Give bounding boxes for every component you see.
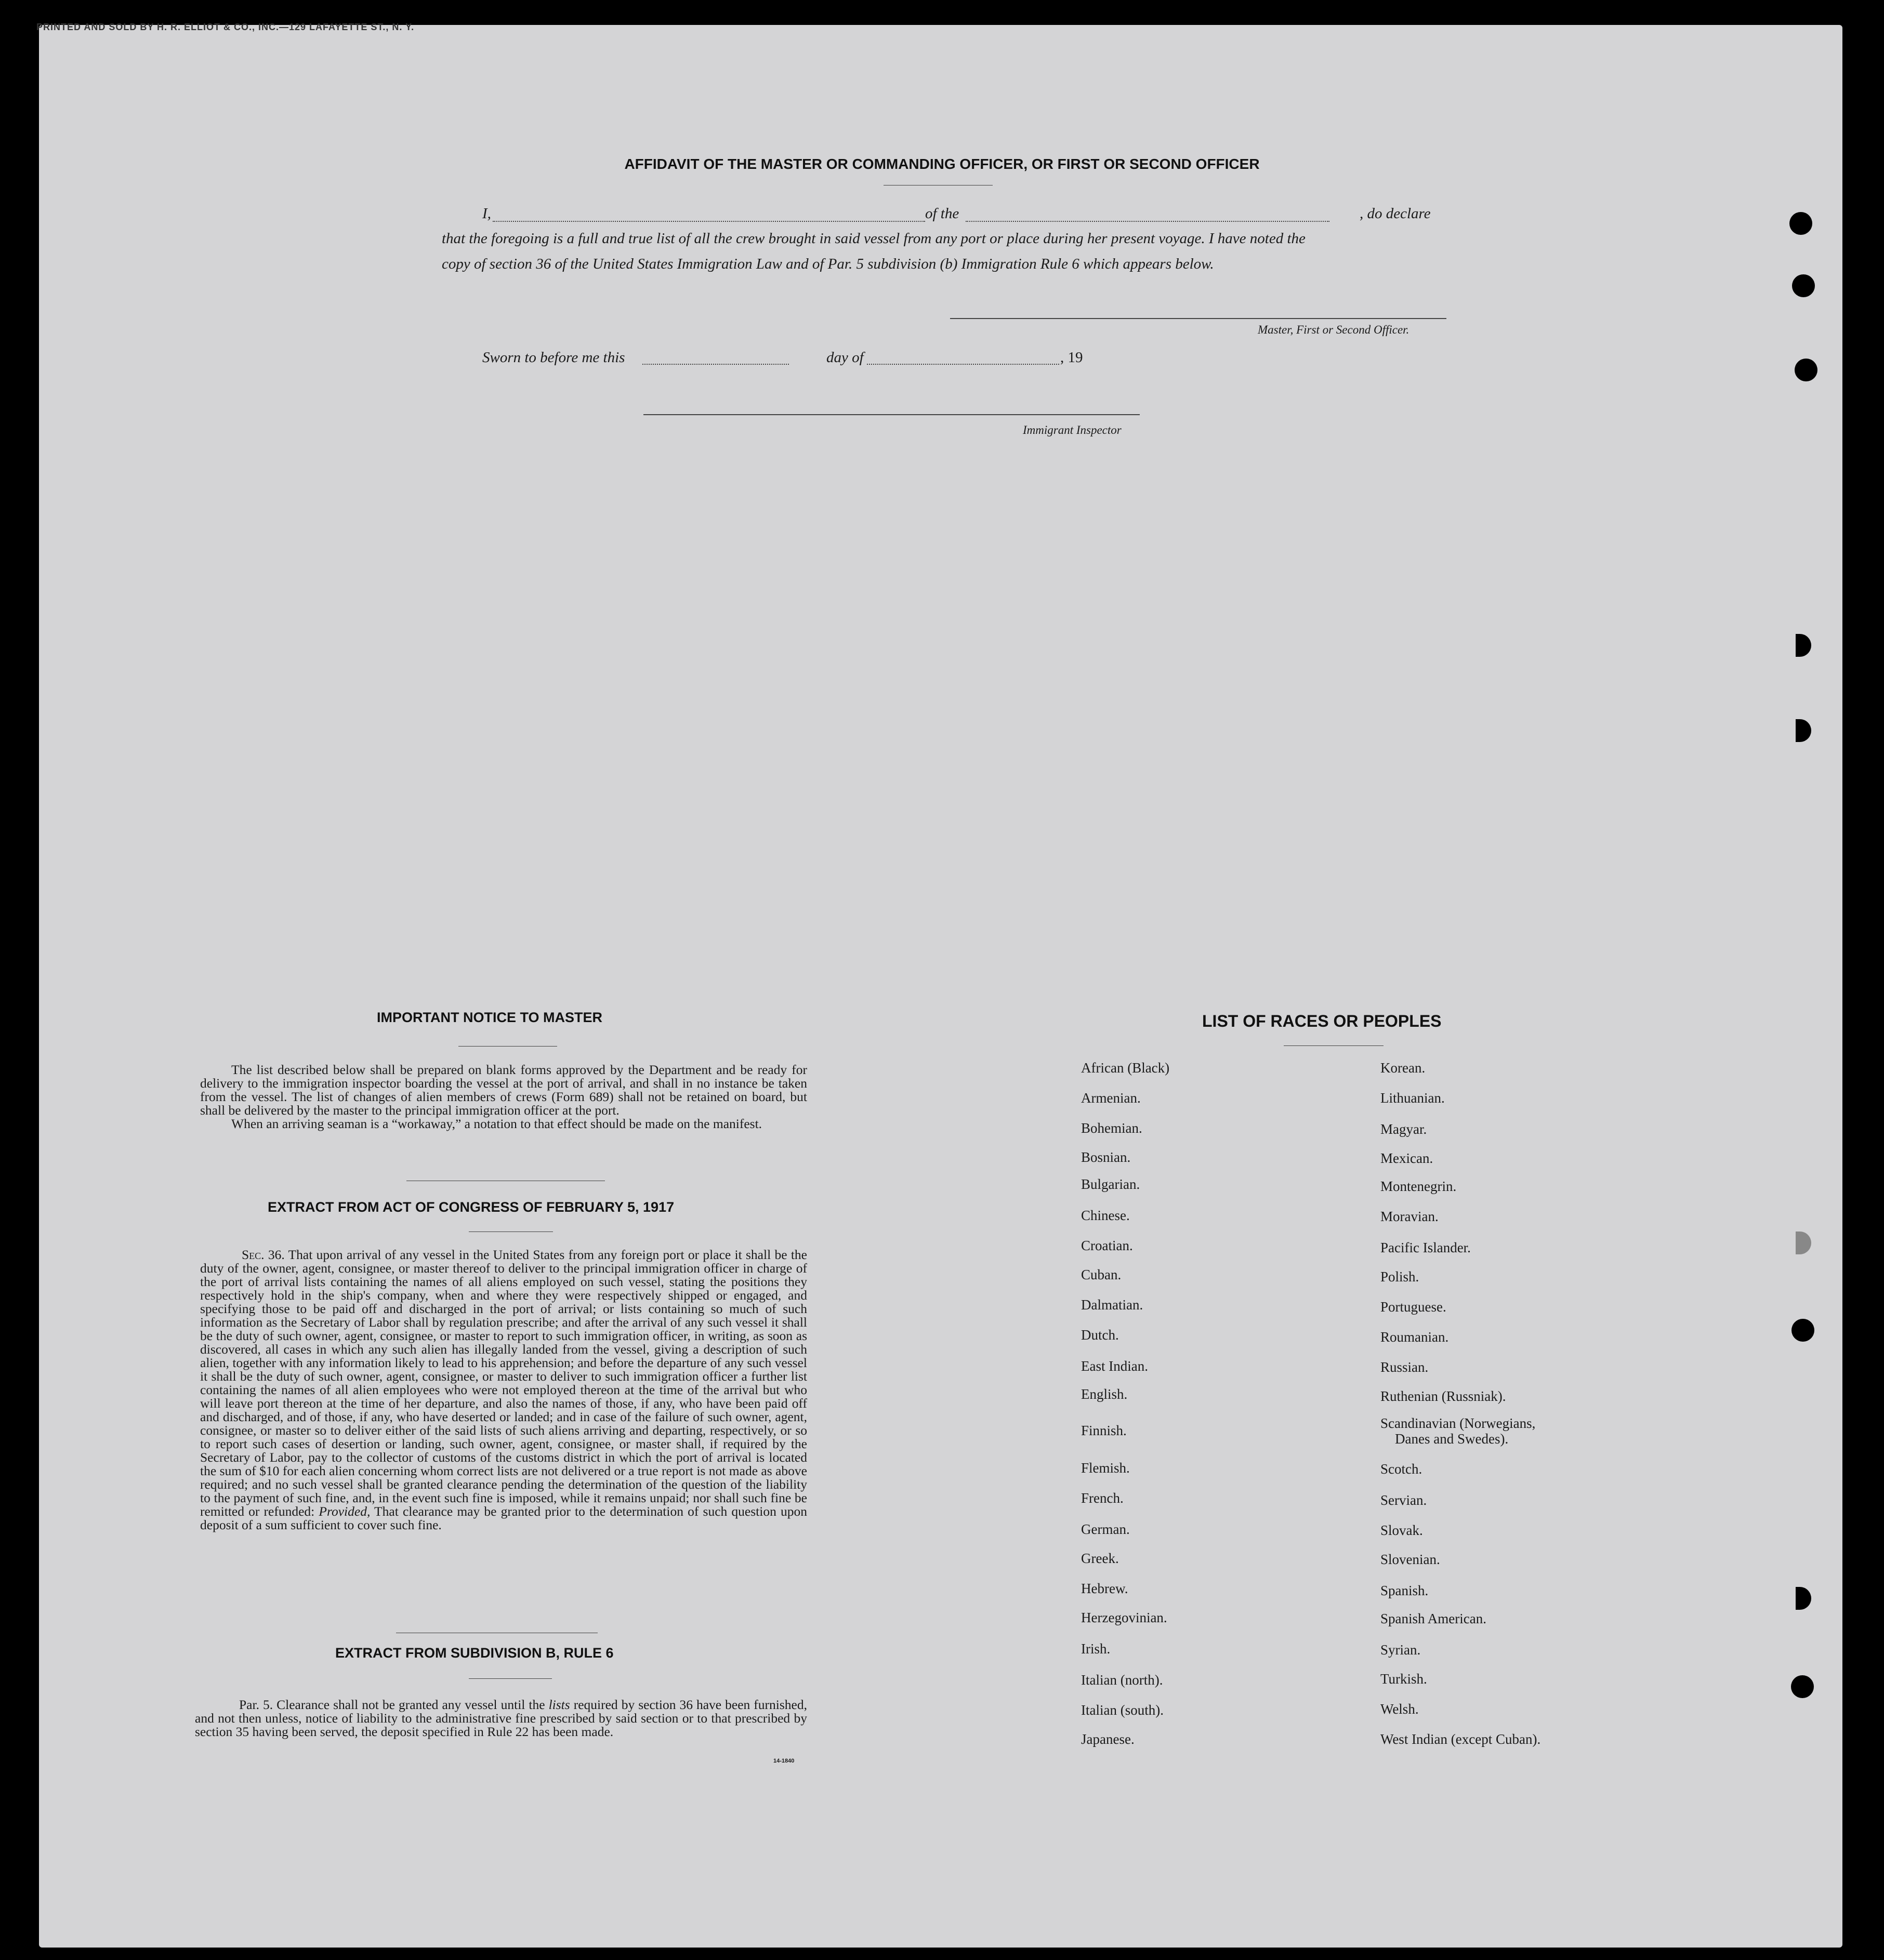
notice-title-rule (458, 1046, 557, 1047)
notice-paragraph-2: When an arriving seaman is a “workaway,” a notation to that effect should be made on the manifest. (231, 1116, 762, 1131)
race-item: Russian. (1380, 1359, 1429, 1375)
form-page (39, 25, 1842, 1948)
race-item: Hebrew. (1081, 1581, 1128, 1596)
inspector-signature-line[interactable] (643, 414, 1140, 415)
race-item: West Indian (except Cuban). (1380, 1731, 1541, 1747)
races-title-rule (1284, 1045, 1384, 1046)
sworn-label: Sworn to before me this (482, 349, 625, 366)
race-item: Greek. (1081, 1551, 1119, 1566)
extract-act-body (200, 1248, 807, 1532)
race-item: Servian. (1380, 1492, 1427, 1508)
extract-rule-title-rule (469, 1678, 552, 1679)
race-item: English. (1081, 1386, 1128, 1402)
sworn-day-field[interactable] (642, 364, 789, 365)
race-item: Polish. (1380, 1269, 1419, 1284)
inspector-caption: Immigrant Inspector (1023, 423, 1122, 436)
form-number: 14-1840 (773, 1758, 795, 1764)
affidavit-title: AFFIDAVIT OF THE MASTER OR COMMANDING OFFICER, OR FIRST OR SECOND OFFICER (624, 156, 1260, 172)
race-item: Syrian. (1380, 1642, 1421, 1658)
race-item: Bosnian. (1081, 1149, 1131, 1165)
notice-paragraph-1: The list described below shall be prepared on blank forms approved by the Department and be ready for delivery to the immigration inspector boarding the vessel at the port of arrival, and shall in no instance be taken from the vessel. The list of changes of alien members of crews (Form 689) shall not be retained on board, but shall be delivered by the master to the principal immigration officer at the port. (200, 1062, 807, 1118)
race-scandinavian-continued: Danes and Swedes). (1395, 1431, 1509, 1447)
master-signature-line[interactable] (950, 318, 1446, 319)
sec-label: Sec. 36. (242, 1247, 285, 1262)
race-item: Japanese. (1081, 1731, 1135, 1747)
affidavit-text-2: copy of section 36 of the United States Immigration Law and of Par. 5 subdivision (b) Immigration Rule 6 which appears below. (442, 256, 1214, 272)
printer-imprint: PRINTED AND SOLD BY H. R. ELLIOT & CO., INC.—129 LAFAYETTE ST., N. Y. (36, 22, 415, 32)
race-item: Slovak. (1380, 1522, 1423, 1538)
vessel-name-field[interactable] (966, 221, 1329, 222)
race-item: Flemish. (1081, 1460, 1130, 1476)
race-item: Scandinavian (Norwegians, (1380, 1415, 1536, 1431)
do-declare-label: , do declare (1360, 205, 1431, 222)
sec-36-text: That upon arrival of any vessel in the United States from any foreign port or place it shall be the duty of the owner, agent, consignee, or master thereof to deliver to the principal immigration officer in charge of the port of arrival lists containing the names of all aliens employed on such vessel, stating the positions they respectively hold in the ship's company, when and where they were respectively shipped or engaged, and specifying those to be paid off and discharged in the port of arrival; or lists containing so much of such information as the Secretary of Labor shall by regulation prescribe; and after the arrival of any such vessel it shall be the duty of such owner, agent, consignee, or master to report to such immigration officer, in writing, as soon as discovered, all cases in which any such alien has illegally landed from the vessel, giving a description of such alien, together with any information likely to lead to his apprehension; and before the departure of any such vessel it shall be the duty of such owner, agent, consignee, or master to deliver to such immigration officer a further list containing the names of all alien employees who were not employed thereon at the time of the arrival but who will leave port thereon at the time of her departure, and also the names of those, if any, who have been paid off and discharged, and of those, if any, who have deserted or landed; and in case of the failure of such owner, agent, consignee, or master so to deliver either of the said lists of such aliens arriving and departing, respectively, or so to report such cases of desertion or landing, such owner, agent, consignee, or master shall, if required by the Secretary of Labor, pay to the collector of customs of the customs district in which the port of arrival is located the sum of $10 for each alien concerning whom correct lists are not delivered or a true report is not made as above required; and no such vessel shall be granted clearance pending the determination of the question of the liability to the payment of such fine, and, in the event such fine is imposed, while it remains unpaid; nor shall such fine be remitted or refunded: (200, 1247, 807, 1519)
sec-36-end: That clearance may be granted prior to the determination of such question upon deposit of a sum sufficient to cover such fine. (200, 1504, 808, 1532)
extract-act-title-rule (469, 1231, 553, 1232)
binder-hole (1795, 359, 1817, 381)
sworn-line (482, 349, 1106, 370)
race-item: Italian (north). (1081, 1672, 1163, 1688)
notice-body (200, 1063, 807, 1131)
race-item: Spanish American. (1380, 1611, 1486, 1626)
race-item: French. (1081, 1490, 1124, 1506)
provided-word: Provided, (319, 1504, 371, 1519)
race-item: Ruthenian (Russniak). (1380, 1388, 1506, 1404)
race-item: German. (1081, 1521, 1130, 1537)
race-item: Welsh. (1380, 1701, 1419, 1717)
race-item: Roumanian. (1380, 1329, 1449, 1345)
race-item: Korean. (1380, 1060, 1426, 1076)
race-item: Lithuanian. (1380, 1090, 1445, 1106)
race-item: Italian (south). (1081, 1702, 1164, 1718)
race-item: Bulgarian. (1081, 1176, 1140, 1192)
race-item: African (Black) (1081, 1060, 1170, 1076)
notice-title: IMPORTANT NOTICE TO MASTER (377, 1010, 602, 1025)
extract-act-title: EXTRACT FROM ACT OF CONGRESS OF FEBRUARY 5, 1917 (268, 1199, 675, 1215)
binder-hole (1789, 212, 1812, 235)
lists-word: lists (548, 1697, 570, 1712)
of-the-label: of the (925, 205, 959, 222)
rule-text-end: required by section 36 have been furnished, and not then unless, notice of liability to the administrative fine prescribed by said section or to that prescribed by section 35 having been served, the deposit specified in Rule 22 has been made. (195, 1697, 807, 1739)
binder-hole (1791, 1675, 1814, 1698)
extract-rule-body (195, 1698, 807, 1739)
race-item: Armenian. (1081, 1090, 1141, 1106)
rule-text-start: Par. 5. Clearance shall not be granted any vessel until the (239, 1697, 545, 1712)
race-item: Dutch. (1081, 1327, 1119, 1343)
affidavit-line-1 (482, 205, 1449, 226)
race-item: Scotch. (1380, 1461, 1422, 1477)
race-item: Chinese. (1081, 1208, 1130, 1223)
race-item: Croatian. (1081, 1238, 1133, 1253)
extract-rule-title: EXTRACT FROM SUBDIVISION B, RULE 6 (335, 1645, 614, 1661)
race-item: Turkish. (1380, 1671, 1427, 1687)
race-item: Portuguese. (1380, 1299, 1446, 1315)
affidavit-text-1: that the foregoing is a full and true list of all the crew brought in said vessel from any port or place during her present voyage. I have noted the (442, 230, 1306, 247)
race-item: Finnish. (1081, 1423, 1127, 1438)
race-item: Dalmatian. (1081, 1297, 1143, 1313)
race-item: Mexican. (1380, 1150, 1433, 1166)
race-item: Pacific Islander. (1380, 1240, 1471, 1255)
binder-hole (1792, 274, 1815, 297)
race-item: Spanish. (1380, 1583, 1429, 1598)
race-item: Montenegrin. (1380, 1178, 1457, 1194)
sworn-month-field[interactable] (867, 364, 1059, 365)
race-item: East Indian. (1081, 1358, 1148, 1374)
affidavit-title-rule (884, 185, 993, 186)
year-prefix: , 19 (1060, 349, 1083, 366)
race-item: Cuban. (1081, 1267, 1122, 1282)
race-item: Bohemian. (1081, 1120, 1142, 1136)
race-item: Magyar. (1380, 1121, 1427, 1137)
day-of-label: day of (826, 349, 864, 366)
races-title: LIST OF RACES OR PEOPLES (1202, 1012, 1442, 1030)
race-item: Irish. (1081, 1641, 1111, 1657)
binder-hole (1791, 1319, 1814, 1342)
race-item: Herzegovinian. (1081, 1610, 1167, 1625)
master-name-field[interactable] (493, 221, 925, 222)
i-label: I, (482, 205, 491, 222)
race-item: Moravian. (1380, 1209, 1439, 1224)
race-item: Slovenian. (1380, 1552, 1440, 1567)
master-signature-caption: Master, First or Second Officer. (1258, 323, 1409, 336)
